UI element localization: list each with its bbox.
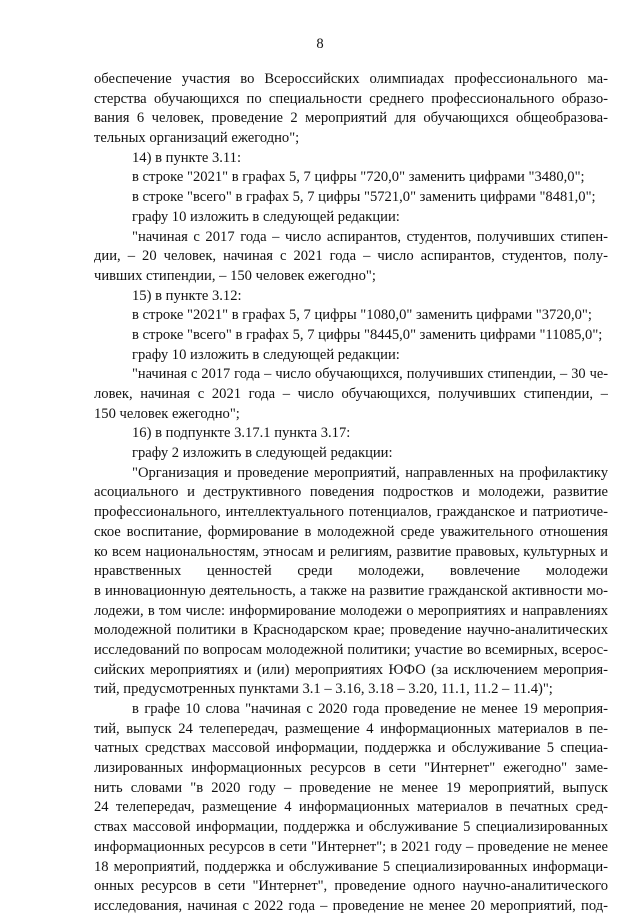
text-line: ствах массовой информации, поддержка и обслуживание 5 специализированных — [94, 819, 608, 836]
text-line: графу 10 изложить в следующей редакции: — [132, 346, 400, 363]
text-line: в строке "2021" в графах 5, 7 цифры "720,0" заменить цифрами "3480,0"; — [132, 169, 585, 186]
text-line: исследования, начиная с 2022 года – проведение не менее 20 мероприятий, под- — [94, 897, 608, 914]
text-line: в строке "всего" в графах 5, 7 цифры "5721,0" заменить цифрами "8481,0"; — [132, 189, 596, 206]
text-line: обеспечение участия во Всероссийских олимпиадах профессионального ма- — [94, 71, 608, 87]
text-line: ское воспитание, формирование в молодежной среде уважительного отношения — [94, 523, 608, 540]
text-line: графу 2 изложить в следующей редакции: — [132, 445, 393, 462]
text-line: ко всем национальностям, этносам и религиям, развитие правовых, культурных и — [94, 543, 608, 560]
page-number: 8 — [316, 36, 324, 52]
text-line: "Организация и проведение мероприятий, направленных на профилактику — [132, 464, 608, 481]
text-line: лодежи, в том числе: информирование молодежи о мероприятиях и направлениях — [94, 602, 608, 619]
text-line: 18 мероприятий, поддержка и обслуживание 5 специализированных информаци- — [94, 858, 608, 875]
text-line: в строке "всего" в графах 5, 7 цифры "8445,0" заменить цифрами "11085,0"; — [132, 326, 603, 343]
text-line: молодежной политики в Краснодарском крае; проведение научно-аналитических — [94, 622, 608, 639]
text-line: в инновационную деятельность, а также на развитие гражданской активности мо- — [94, 582, 608, 599]
text-line: тельных организаций ежегодно"; — [94, 130, 300, 147]
text-line: онных ресурсов в сети "Интернет", проведение одного научно-аналитического — [94, 878, 608, 895]
text-line: тий, выпуск 24 телепередач, размещение 4 информационных материалов в пе- — [94, 720, 608, 737]
text-line: в графе 10 слова "начиная с 2020 года проведение не менее 19 мероприя- — [132, 701, 608, 717]
text-line: чатных средствах массовой информации, поддержка и обслуживание 5 специа- — [94, 740, 608, 757]
document-body — [94, 70, 608, 917]
text-line: ловек, начиная с 2021 года – число обучающихся, получивших стипендии, – — [94, 386, 608, 402]
text-line: 15) в пункте 3.12: — [132, 287, 242, 304]
text-line: лизированных информационных ресурсов в сети "Интернет" ежегодно" заме- — [94, 760, 608, 777]
text-line: в строке "2021" в графах 5, 7 цифры "1080,0" заменить цифрами "3720,0"; — [132, 307, 592, 324]
text-line: нравственных ценностей среди молодежи, вовлечение молодежи — [94, 563, 608, 580]
text-line: нить словами "в 2020 году – проведение не менее 19 мероприятий, выпуск — [94, 779, 608, 796]
text-line: "начиная с 2017 года – число обучающихся, получивших стипендии, – 30 че- — [132, 366, 608, 383]
text-line: исследований по вопросам молодежной политики; участие во всемирных, всерос- — [94, 641, 608, 658]
text-line: "начиная с 2017 года – число аспирантов, студентов, получивших стипен- — [132, 228, 608, 245]
text-line: графу 10 изложить в следующей редакции: — [132, 208, 400, 225]
text-line: информационных ресурсов в сети "Интернет"; в 2021 году – проведение не менее — [94, 838, 608, 855]
text-line: вания 6 человек, проведение 2 мероприятий для обучающихся общеобразова- — [94, 110, 608, 127]
text-line: 16) в подпункте 3.17.1 пункта 3.17: — [132, 425, 351, 442]
text-line: 14) в пункте 3.11: — [132, 149, 242, 166]
text-line: 150 человек ежегодно"; — [94, 405, 240, 422]
text-line: чивших стипендии, – 150 человек ежегодно"; — [94, 267, 376, 284]
text-line: сийских мероприятиях и (или) мероприятиях ЮФО (за исключением мероприя- — [94, 661, 608, 678]
text-line: 24 телепередач, размещение 4 информационных материалов в печатных сред- — [94, 799, 608, 816]
text-line: асоциального и деструктивного поведения подростков и молодежи, развитие — [94, 484, 608, 501]
text-line: профессионального, интеллектуального потенциалов, гражданское и патриотиче- — [94, 504, 608, 521]
text-line: стерства обучающихся по специальности среднего профессионального образо- — [94, 90, 608, 107]
text-line: тий, предусмотренных пунктами 3.1 – 3.16, 3.18 – 3.20, 11.1, 11.2 – 11.4)"; — [94, 681, 553, 698]
text-line: дии, – 20 человек, начиная с 2021 года – число аспирантов, студентов, полу- — [94, 248, 608, 265]
